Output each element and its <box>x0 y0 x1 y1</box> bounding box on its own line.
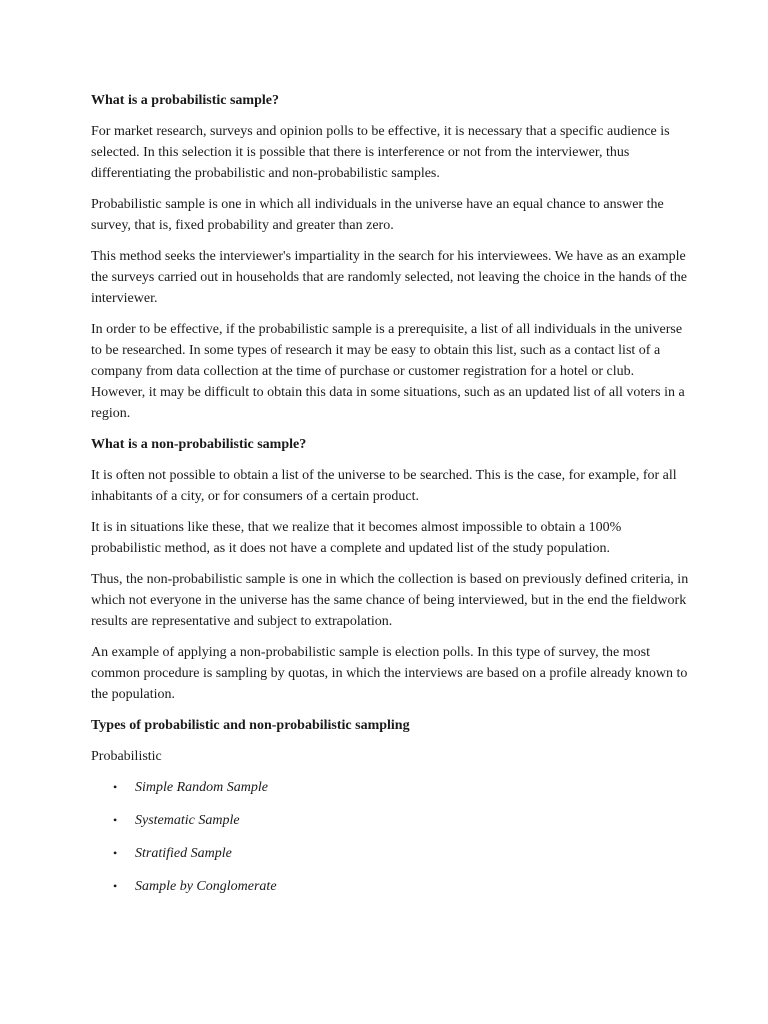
list-item <box>91 876 691 897</box>
list-item <box>91 777 691 798</box>
paragraph: It is often not possible to obtain a list of the universe to be searched. This is the case, for example, for all inhabitants of a city, or for consumers of a certain product. <box>91 468 677 504</box>
bullet-icon: • <box>113 879 118 893</box>
paragraph: Probabilistic sample is one in which all individuals in the universe have an equal chance to answer the survey, that is, fixed probability and greater than zero. <box>91 197 664 233</box>
paragraph: For market research, surveys and opinion polls to be effective, it is necessary that a specific audience is selected. In this selection it is possible that there is interference or not from the interviewer, thus differentiating the probabilistic and non-probabilistic samples. <box>91 124 670 181</box>
list-item-text: Systematic Sample <box>135 813 240 828</box>
paragraph: It is in situations like these, that we realize that it becomes almost impossible to obtain a 100% probabilistic method, as it does not have a complete and updated list of the study population. <box>91 520 622 556</box>
subsection-label-probabilistic: Probabilistic <box>91 749 162 764</box>
list-item <box>91 810 691 831</box>
bullet-icon: • <box>113 846 118 860</box>
list-item-text: Stratified Sample <box>135 846 232 861</box>
paragraph: This method seeks the interviewer's impartiality in the search for his interviewees. We have as an example the surveys carried out in households that are randomly selected, not leaving the choice in the hands of the interviewer. <box>91 249 687 306</box>
list-item-text: Sample by Conglomerate <box>135 879 277 894</box>
paragraph: Thus, the non-probabilistic sample is one in which the collection is based on previously defined criteria, in which not everyone in the universe has the same chance of being interviewed, but in the end the fieldwork results are representative and subject to extrapolation. <box>91 572 689 629</box>
bullet-icon: • <box>113 780 118 794</box>
bullet-icon: • <box>113 813 118 827</box>
section-heading-probabilistic: What is a probabilistic sample? <box>91 93 279 108</box>
sampling-types-list <box>91 777 691 897</box>
list-item <box>91 843 691 864</box>
paragraph: An example of applying a non-probabilistic sample is election polls. In this type of survey, the most common procedure is sampling by quotas, in which the interviews are based on a profile already known to the population. <box>91 645 688 702</box>
list-item-text: Simple Random Sample <box>135 780 268 795</box>
paragraph: In order to be effective, if the probabilistic sample is a prerequisite, a list of all individuals in the universe to be researched. In some types of research it may be easy to obtain this list, such as a contact list of a company from data collection at the time of purchase or customer registration for a hotel or club. However, it may be difficult to obtain this data in some situations, such as an updated list of all voters in a region. <box>91 322 685 421</box>
section-heading-types: Types of probabilistic and non-probabilistic sampling <box>91 718 410 733</box>
document-page <box>91 90 691 909</box>
section-heading-non-probabilistic: What is a non-probabilistic sample? <box>91 437 307 452</box>
